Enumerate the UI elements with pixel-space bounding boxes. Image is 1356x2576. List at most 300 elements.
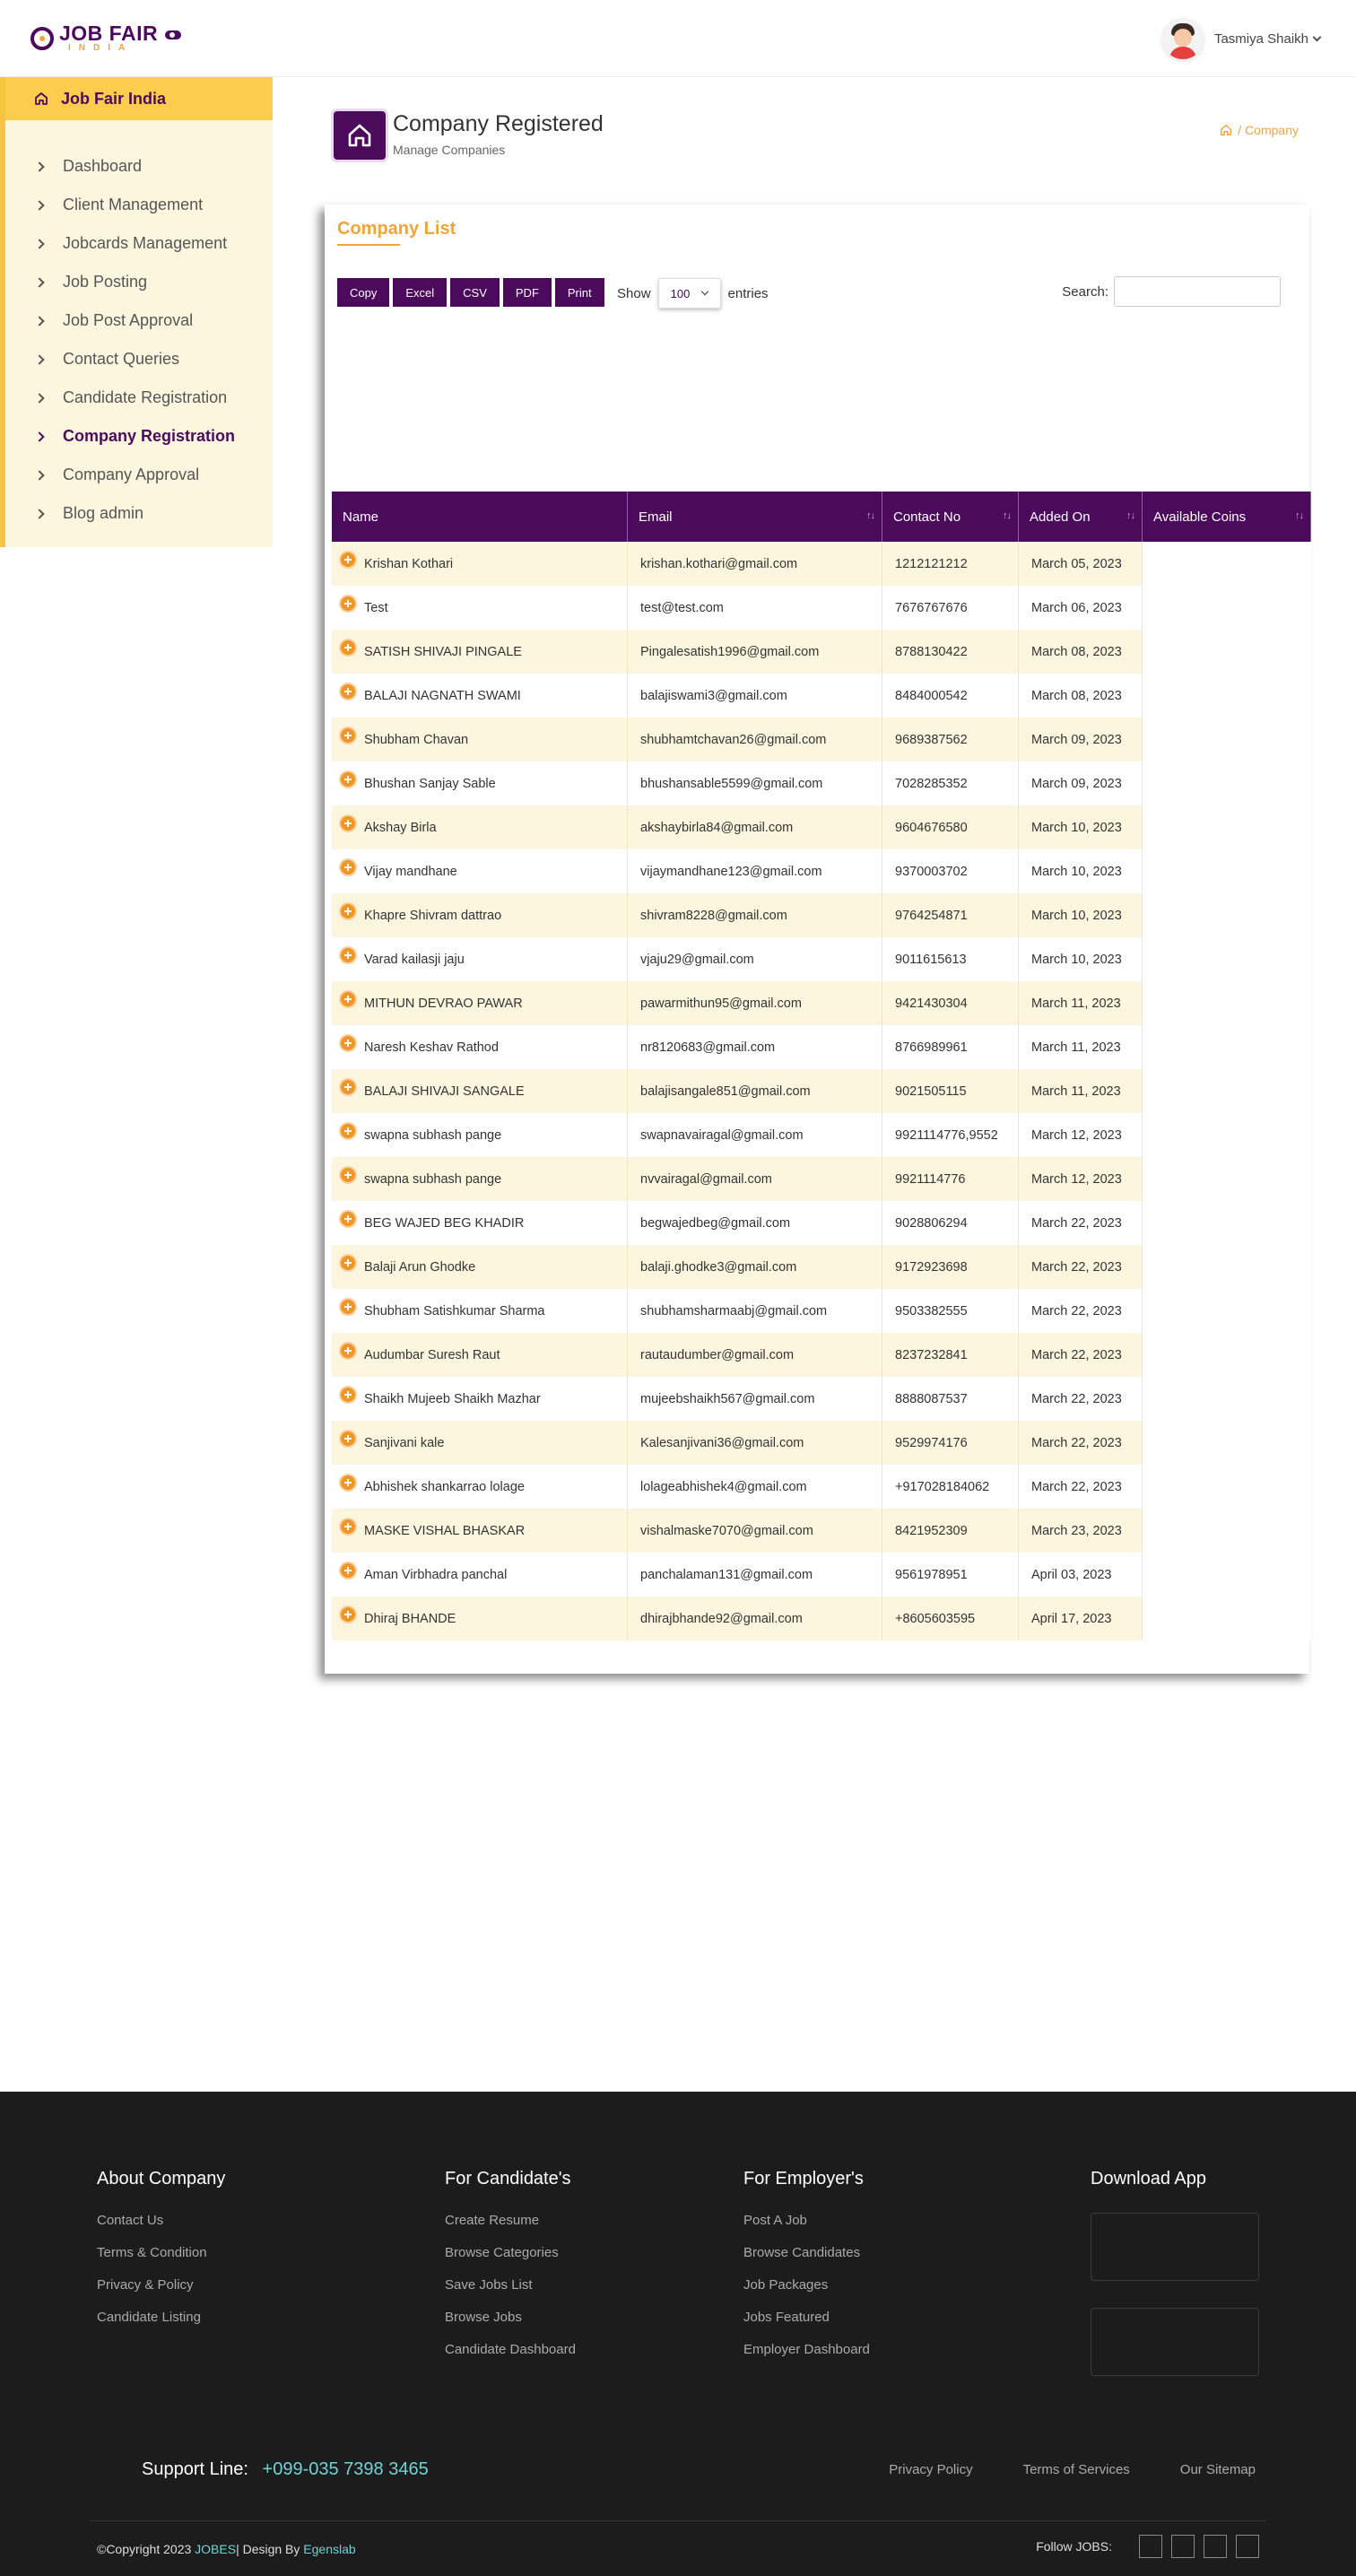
table-cell: 9503382555 xyxy=(882,1289,1019,1333)
privacy-policy-link[interactable]: Privacy Policy xyxy=(889,2462,973,2477)
home-icon xyxy=(346,122,373,149)
app-store-badge[interactable] xyxy=(1091,2213,1259,2281)
social-icon[interactable] xyxy=(1139,2535,1162,2558)
table-row[interactable] xyxy=(332,542,1311,586)
table-cell: March 09, 2023 xyxy=(1019,761,1143,805)
table-row[interactable] xyxy=(332,1069,1311,1113)
sidebar-item-label: Company Registration xyxy=(63,427,236,445)
table-cell xyxy=(332,761,628,805)
table-row[interactable] xyxy=(332,849,1311,893)
table-cell: March 08, 2023 xyxy=(1019,630,1143,674)
entries-value: 100 xyxy=(670,286,691,300)
sidebar-header[interactable] xyxy=(5,77,273,120)
table-cell xyxy=(1143,586,1311,630)
table-cell: March 06, 2023 xyxy=(1019,586,1143,630)
sidebar-item[interactable] xyxy=(5,379,273,417)
table-row[interactable] xyxy=(332,937,1311,981)
footer-download-column xyxy=(1091,2169,1259,2403)
table-cell: Pingalesatish1996@gmail.com xyxy=(628,630,882,674)
table-cell: 9370003702 xyxy=(882,849,1019,893)
chevron-right-icon xyxy=(34,354,44,364)
table-cell xyxy=(332,1377,628,1421)
table-cell xyxy=(1143,1421,1311,1465)
sidebar-item[interactable] xyxy=(5,456,273,494)
table-row[interactable] xyxy=(332,1553,1311,1597)
table-cell: dhirajbhande92@gmail.com xyxy=(628,1597,882,1640)
logo-search-icon xyxy=(30,27,54,50)
table-row[interactable] xyxy=(332,893,1311,937)
expand-row-icon[interactable] xyxy=(341,1124,355,1138)
table-cell xyxy=(332,1245,628,1289)
table-cell xyxy=(332,1597,628,1640)
social-icon[interactable] xyxy=(1236,2535,1259,2558)
visibility-toggle-icon[interactable] xyxy=(165,30,181,39)
column-header[interactable] xyxy=(332,492,628,542)
cell-text: Dhiraj BHANDE xyxy=(364,1611,456,1626)
table-row[interactable] xyxy=(332,761,1311,805)
column-header-label: Contact No xyxy=(893,509,961,525)
expand-row-icon[interactable] xyxy=(341,904,355,918)
copyright-designed-by: | Design By xyxy=(236,2542,304,2556)
table-cell xyxy=(1143,1289,1311,1333)
footer-column xyxy=(97,2169,225,2342)
cell-text: Sanjivani kale xyxy=(364,1435,445,1450)
table-cell: begwajedbeg@gmail.com xyxy=(628,1201,882,1245)
table-cell: 9561978951 xyxy=(882,1553,1019,1597)
sidebar-item[interactable] xyxy=(5,263,273,301)
cell-text: MITHUN DEVRAO PAWAR xyxy=(364,996,523,1011)
table-cell xyxy=(332,542,628,586)
table-cell xyxy=(332,630,628,674)
table-cell: March 08, 2023 xyxy=(1019,674,1143,718)
footer-link[interactable]: Browse Categories xyxy=(445,2245,559,2260)
home-icon xyxy=(34,91,48,106)
table-cell xyxy=(332,1421,628,1465)
table-cell: shivram8228@gmail.com xyxy=(628,893,882,937)
sidebar-item[interactable] xyxy=(5,224,273,263)
table-row[interactable] xyxy=(332,1157,1311,1201)
table-cell: balaji.ghodke3@gmail.com xyxy=(628,1245,882,1289)
table-cell: 9172923698 xyxy=(882,1245,1019,1289)
expand-row-icon[interactable] xyxy=(341,1432,355,1446)
expand-row-icon[interactable] xyxy=(341,1563,355,1578)
copyright-brand-link[interactable]: JOBES xyxy=(195,2542,237,2556)
title-underline xyxy=(337,244,400,246)
table-cell xyxy=(332,1553,628,1597)
cell-text: Shubham Satishkumar Sharma xyxy=(364,1303,545,1318)
table-cell: 9011615613 xyxy=(882,937,1019,981)
cell-text: Balaji Arun Ghodke xyxy=(364,1259,476,1275)
top-header xyxy=(0,0,1356,77)
column-header[interactable] xyxy=(882,492,1019,542)
footer xyxy=(0,2092,1356,2576)
table-cell xyxy=(332,893,628,937)
table-cell: akshaybirla84@gmail.com xyxy=(628,805,882,849)
table-cell: 7676767676 xyxy=(882,586,1019,630)
table-cell: nr8120683@gmail.com xyxy=(628,1025,882,1069)
table-cell xyxy=(1143,1201,1311,1245)
footer-divider xyxy=(90,2520,1266,2521)
chevron-right-icon xyxy=(34,316,44,326)
entries-length-control xyxy=(617,278,769,309)
table-row[interactable] xyxy=(332,981,1311,1025)
cell-text: Vijay mandhane xyxy=(364,864,457,879)
sidebar-item[interactable] xyxy=(5,494,273,533)
cell-text: Khapre Shivram dattrao xyxy=(364,908,502,923)
table-cell: March 12, 2023 xyxy=(1019,1157,1143,1201)
card-title: Company List xyxy=(337,219,456,239)
support-label: Support Line: xyxy=(142,2459,248,2479)
table-row[interactable] xyxy=(332,1377,1311,1421)
table-row[interactable] xyxy=(332,1289,1311,1333)
table-cell xyxy=(1143,1377,1311,1421)
column-header[interactable] xyxy=(1143,492,1311,542)
sitemap-link[interactable]: Our Sitemap xyxy=(1179,2462,1256,2477)
table-cell: March 11, 2023 xyxy=(1019,1025,1143,1069)
chevron-right-icon xyxy=(34,277,44,287)
entries-select[interactable] xyxy=(658,278,721,309)
footer-link[interactable]: Browse Jobs xyxy=(445,2310,522,2325)
designer-link[interactable]: Egenslab xyxy=(303,2542,356,2556)
table-cell: April 17, 2023 xyxy=(1019,1597,1143,1640)
social-icon[interactable] xyxy=(1204,2535,1227,2558)
column-header[interactable] xyxy=(628,492,882,542)
table-cell: 8888087537 xyxy=(882,1377,1019,1421)
table-cell: 9689387562 xyxy=(882,718,1019,761)
cell-text: Krishan Kothari xyxy=(364,556,454,571)
table-cell: March 22, 2023 xyxy=(1019,1333,1143,1377)
column-header-label: Added On xyxy=(1030,509,1091,525)
chevron-down-icon xyxy=(1313,32,1322,41)
table-row[interactable] xyxy=(332,718,1311,761)
expand-row-icon[interactable] xyxy=(341,1080,355,1094)
search-label: Search: xyxy=(1062,283,1108,300)
expand-row-icon[interactable] xyxy=(341,640,355,655)
expand-row-icon[interactable] xyxy=(341,1607,355,1622)
cell-text: Shaikh Mujeeb Shaikh Mazhar xyxy=(364,1391,541,1406)
sidebar-menu xyxy=(5,120,273,533)
table-cell: 8766989961 xyxy=(882,1025,1019,1069)
column-header[interactable] xyxy=(1019,492,1143,542)
table-cell: March 12, 2023 xyxy=(1019,1113,1143,1157)
cell-text: Audumbar Suresh Raut xyxy=(364,1347,500,1362)
footer-link[interactable]: Job Packages xyxy=(743,2277,829,2293)
copyright-prefix: ©Copyright 2023 xyxy=(97,2542,196,2556)
sidebar-item-label: Dashboard xyxy=(63,157,143,175)
show-label: Show xyxy=(617,285,651,301)
sort-icon: ↑↓ xyxy=(1126,510,1134,521)
footer-link[interactable]: Employer Dashboard xyxy=(743,2342,870,2357)
table-row[interactable] xyxy=(332,805,1311,849)
table-cell: 8788130422 xyxy=(882,630,1019,674)
table-cell xyxy=(1143,981,1311,1025)
table-cell: March 09, 2023 xyxy=(1019,718,1143,761)
table-cell xyxy=(1143,893,1311,937)
table-row[interactable] xyxy=(332,586,1311,630)
column-header-label: Available Coins xyxy=(1153,509,1247,525)
table-cell: vishalmaske7070@gmail.com xyxy=(628,1509,882,1553)
table-cell: March 11, 2023 xyxy=(1019,1069,1143,1113)
table-cell: 8421952309 xyxy=(882,1509,1019,1553)
copy-button[interactable]: Copy xyxy=(337,278,389,307)
expand-row-icon[interactable] xyxy=(341,728,355,743)
table-cell xyxy=(332,1201,628,1245)
expand-row-icon[interactable] xyxy=(341,860,355,875)
table-cell: balajiswami3@gmail.com xyxy=(628,674,882,718)
table-cell: swapnavairagal@gmail.com xyxy=(628,1113,882,1157)
chevron-right-icon xyxy=(34,200,44,210)
table-cell: +917028184062 xyxy=(882,1465,1019,1509)
breadcrumb xyxy=(1220,123,1299,137)
table-cell: 8237232841 xyxy=(882,1333,1019,1377)
footer-column-title: Download App xyxy=(1091,2169,1206,2189)
table-row[interactable] xyxy=(332,1509,1311,1553)
expand-row-icon[interactable] xyxy=(341,1300,355,1314)
expand-row-icon[interactable] xyxy=(341,1036,355,1050)
expand-row-icon[interactable] xyxy=(341,1475,355,1490)
table-row[interactable] xyxy=(332,1465,1311,1509)
footer-link[interactable]: Candidate Listing xyxy=(97,2310,201,2325)
table-cell xyxy=(1143,805,1311,849)
table-cell: March 10, 2023 xyxy=(1019,893,1143,937)
footer-column-title: For Employer's xyxy=(743,2169,864,2189)
expand-row-icon[interactable] xyxy=(341,1256,355,1270)
sidebar-item[interactable] xyxy=(5,147,273,186)
cell-text: swapna subhash pange xyxy=(364,1127,502,1143)
sort-icon: ↑↓ xyxy=(866,510,874,521)
expand-row-icon[interactable] xyxy=(341,772,355,787)
table-cell: Kalesanjivani36@gmail.com xyxy=(628,1421,882,1465)
table-cell xyxy=(332,1025,628,1069)
table-cell xyxy=(1143,674,1311,718)
table-row[interactable] xyxy=(332,1421,1311,1465)
table-cell: March 11, 2023 xyxy=(1019,981,1143,1025)
cell-text: MASKE VISHAL BHASKAR xyxy=(364,1523,526,1538)
table-cell xyxy=(332,674,628,718)
table-cell xyxy=(332,1465,628,1509)
expand-row-icon[interactable] xyxy=(341,1519,355,1534)
sidebar-item-label: Client Management xyxy=(63,196,204,213)
cell-text: Shubham Chavan xyxy=(364,732,469,747)
table-cell: shubhamsharmaabj@gmail.com xyxy=(628,1289,882,1333)
cell-text: BEG WAJED BEG KHADIR xyxy=(364,1215,525,1231)
table-row[interactable] xyxy=(332,674,1311,718)
cell-text: Aman Virbhadra panchal xyxy=(364,1567,508,1582)
sidebar-item-label: Job Post Approval xyxy=(63,311,194,329)
export-buttons xyxy=(337,278,608,307)
table-cell: test@test.com xyxy=(628,586,882,630)
follow-label: Follow JOBS: xyxy=(1036,2539,1112,2554)
table-cell xyxy=(332,849,628,893)
sidebar-item[interactable] xyxy=(5,340,273,379)
table-cell: +8605603595 xyxy=(882,1597,1019,1640)
footer-link[interactable]: Candidate Dashboard xyxy=(445,2342,576,2357)
column-header-label: Email xyxy=(639,509,673,525)
footer-link[interactable]: Browse Candidates xyxy=(743,2245,861,2260)
cell-text: Test xyxy=(364,600,388,615)
table-search xyxy=(1062,276,1281,307)
table-cell xyxy=(332,1333,628,1377)
table-row[interactable] xyxy=(332,1201,1311,1245)
table-cell xyxy=(1143,1597,1311,1640)
table-cell xyxy=(1143,1509,1311,1553)
sidebar-item-label: Blog admin xyxy=(63,504,144,522)
table-cell xyxy=(332,718,628,761)
table-cell xyxy=(1143,1157,1311,1201)
table-cell: 8484000542 xyxy=(882,674,1019,718)
cell-text: Akshay Birla xyxy=(364,820,437,835)
table-cell: 9921114776 xyxy=(882,1157,1019,1201)
chevron-right-icon xyxy=(34,509,44,518)
table-cell: rautaudumber@gmail.com xyxy=(628,1333,882,1377)
support-line xyxy=(142,2459,429,2480)
play-store-badge[interactable] xyxy=(1091,2308,1259,2376)
sidebar-item-label: Jobcards Management xyxy=(63,234,228,252)
table-row[interactable] xyxy=(332,630,1311,674)
footer-link[interactable]: Terms & Condition xyxy=(97,2245,207,2260)
sidebar-header-label: Job Fair India xyxy=(61,89,167,108)
print-button[interactable]: Print xyxy=(555,278,604,307)
table-cell xyxy=(332,1289,628,1333)
chevron-down-icon xyxy=(701,288,708,295)
copyright xyxy=(97,2542,356,2556)
table-cell xyxy=(332,1509,628,1553)
table-cell xyxy=(1143,630,1311,674)
support-number[interactable]: +099-035 7398 3465 xyxy=(262,2459,429,2479)
pdf-button[interactable]: PDF xyxy=(503,278,552,307)
footer-link[interactable]: Jobs Featured xyxy=(743,2310,830,2325)
table-row[interactable] xyxy=(332,1025,1311,1069)
follow-social xyxy=(1036,2535,1259,2558)
table-cell: 9764254871 xyxy=(882,893,1019,937)
table-cell: April 03, 2023 xyxy=(1019,1553,1143,1597)
table-row[interactable] xyxy=(332,1597,1311,1640)
table-cell: March 22, 2023 xyxy=(1019,1377,1143,1421)
table-cell xyxy=(1143,849,1311,893)
search-input[interactable] xyxy=(1114,276,1281,307)
table-cell xyxy=(1143,718,1311,761)
table-cell: March 23, 2023 xyxy=(1019,1509,1143,1553)
avatar xyxy=(1162,18,1204,59)
expand-row-icon[interactable] xyxy=(341,992,355,1006)
expand-row-icon[interactable] xyxy=(341,596,355,611)
footer-link[interactable]: Save Jobs List xyxy=(445,2277,533,2293)
expand-row-icon[interactable] xyxy=(341,1344,355,1358)
breadcrumb-current: / Company xyxy=(1238,123,1299,137)
table-row[interactable] xyxy=(332,1245,1311,1289)
sidebar-item[interactable] xyxy=(5,186,273,224)
table-cell xyxy=(1143,542,1311,586)
table-cell: March 22, 2023 xyxy=(1019,1245,1143,1289)
cell-text: Naresh Keshav Rathod xyxy=(364,1040,499,1055)
table-cell xyxy=(1143,1245,1311,1289)
table-cell: 7028285352 xyxy=(882,761,1019,805)
table-cell: 9421430304 xyxy=(882,981,1019,1025)
terms-of-services-link[interactable]: Terms of Services xyxy=(1022,2462,1130,2477)
csv-button[interactable]: CSV xyxy=(450,278,500,307)
table-cell: shubhamtchavan26@gmail.com xyxy=(628,718,882,761)
table-cell: bhushansable5599@gmail.com xyxy=(628,761,882,805)
table-row[interactable] xyxy=(332,1333,1311,1377)
table-cell xyxy=(332,1113,628,1157)
footer-bottom-links xyxy=(839,2462,1256,2477)
table-cell: March 22, 2023 xyxy=(1019,1465,1143,1509)
table-cell: 9028806294 xyxy=(882,1201,1019,1245)
table-cell xyxy=(332,1069,628,1113)
expand-row-icon[interactable] xyxy=(341,1388,355,1402)
table-header xyxy=(332,492,1311,542)
excel-button[interactable]: Excel xyxy=(393,278,447,307)
page-subtitle: Manage Companies xyxy=(393,143,506,157)
table-cell: 9021505115 xyxy=(882,1069,1019,1113)
footer-link[interactable]: Contact Us xyxy=(97,2213,164,2228)
table-cell: 9529974176 xyxy=(882,1421,1019,1465)
cell-text: swapna subhash pange xyxy=(364,1171,502,1187)
table-cell: balajisangale851@gmail.com xyxy=(628,1069,882,1113)
chevron-right-icon xyxy=(34,239,44,248)
logo-subtitle: INDIA xyxy=(68,43,134,53)
table-cell xyxy=(332,805,628,849)
user-menu[interactable] xyxy=(1162,18,1320,59)
table-body xyxy=(332,542,1311,1640)
footer-link[interactable]: Privacy & Policy xyxy=(97,2277,194,2293)
table-row[interactable] xyxy=(332,1113,1311,1157)
expand-row-icon[interactable] xyxy=(341,684,355,699)
sidebar-item-label: Contact Queries xyxy=(63,350,180,368)
footer-link[interactable]: Post A Job xyxy=(743,2213,807,2228)
user-name: Tasmiya Shaikh xyxy=(1213,30,1308,47)
expand-row-icon[interactable] xyxy=(341,948,355,962)
chevron-right-icon xyxy=(34,161,44,171)
table-cell xyxy=(1143,1465,1311,1509)
expand-row-icon[interactable] xyxy=(341,553,355,567)
footer-link[interactable]: Create Resume xyxy=(445,2213,540,2228)
table-cell xyxy=(332,586,628,630)
sidebar-item[interactable] xyxy=(5,301,273,340)
cell-text: SATISH SHIVAJI PINGALE xyxy=(364,644,522,659)
chevron-right-icon xyxy=(34,470,44,480)
chevron-right-icon xyxy=(34,393,44,403)
sidebar-item[interactable] xyxy=(5,417,273,456)
table-cell: March 10, 2023 xyxy=(1019,937,1143,981)
table-cell xyxy=(1143,1553,1311,1597)
expand-row-icon[interactable] xyxy=(341,816,355,831)
expand-row-icon[interactable] xyxy=(341,1212,355,1226)
table-cell xyxy=(1143,1113,1311,1157)
table-cell: March 10, 2023 xyxy=(1019,849,1143,893)
company-table xyxy=(332,492,1311,1640)
social-icon[interactable] xyxy=(1171,2535,1195,2558)
table-cell: mujeebshaikh567@gmail.com xyxy=(628,1377,882,1421)
table-cell: March 22, 2023 xyxy=(1019,1201,1143,1245)
expand-row-icon[interactable] xyxy=(341,1168,355,1182)
table-cell: lolageabhishek4@gmail.com xyxy=(628,1465,882,1509)
chevron-right-icon xyxy=(34,431,44,441)
breadcrumb-home-icon[interactable] xyxy=(1220,124,1232,136)
table-cell xyxy=(332,1157,628,1201)
cell-text: Abhishek shankarrao lolage xyxy=(364,1479,525,1494)
table-cell: March 22, 2023 xyxy=(1019,1289,1143,1333)
table-cell: March 22, 2023 xyxy=(1019,1421,1143,1465)
table-cell: 9921114776,9552 xyxy=(882,1113,1019,1157)
sort-icon: ↑↓ xyxy=(1295,510,1303,521)
column-header-label: Name xyxy=(343,509,379,525)
sidebar-item-label: Company Approval xyxy=(63,466,200,483)
table-cell: vijaymandhane123@gmail.com xyxy=(628,849,882,893)
logo-title: JOB FAIR xyxy=(59,22,159,45)
table-cell xyxy=(1143,1333,1311,1377)
brand-logo[interactable] xyxy=(30,23,181,53)
